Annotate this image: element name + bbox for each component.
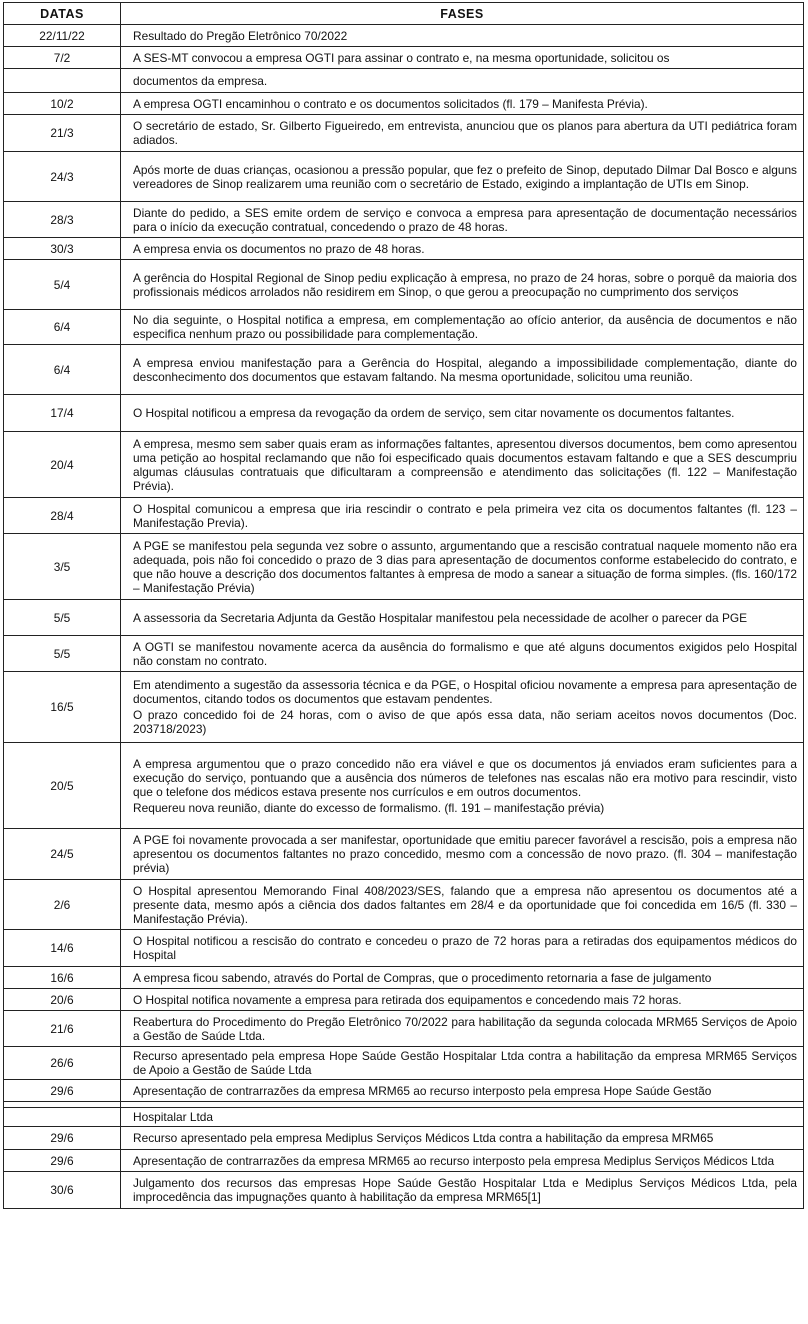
phase-text: No dia seguinte, o Hospital notifica a empresa, em complementação ao ofício anterior, da ausência de documentos e não especifica nenhum prazo ou possibilidade para complementação. xyxy=(133,313,797,341)
row-phase xyxy=(121,115,804,152)
row-date: 16/6 xyxy=(4,967,121,989)
phase-text: documentos da empresa. xyxy=(133,73,268,88)
table-row xyxy=(4,260,804,310)
timeline-table xyxy=(3,2,804,1209)
table-row xyxy=(4,152,804,202)
row-phase xyxy=(121,345,804,395)
table-row xyxy=(4,238,804,260)
table-row xyxy=(4,115,804,152)
phase-text: A empresa argumentou que o prazo concedido não era viável e que os documentos já enviados eram suficientes para a execução do serviço, pontuando que a ausência dos números de telefones nas escalas não era motivo para rescindir, visto que o telefone dos médicos estava presente nos currículos e em outros documentos. xyxy=(133,756,797,799)
row-date: 30/3 xyxy=(4,238,121,260)
phase-text: O Hospital notifica novamente a empresa para retirada dos equipamentos e concedendo mais 72 horas. xyxy=(133,992,682,1007)
row-date: 24/5 xyxy=(4,829,121,880)
row-date: 29/6 xyxy=(4,1150,121,1172)
table-row xyxy=(4,1047,804,1080)
row-phase xyxy=(121,989,804,1011)
phase-text: Hospitalar Ltda xyxy=(133,1110,213,1124)
row-date: 29/6 xyxy=(4,1080,121,1102)
row-date: 16/5 xyxy=(4,672,121,743)
row-phase xyxy=(121,69,804,93)
table-row xyxy=(4,967,804,989)
phase-text-continuation: O prazo concedido foi de 24 horas, com o aviso de que após essa data, não seriam aceitos novos documentos (Doc. 203718/2023) xyxy=(133,708,797,736)
row-phase xyxy=(121,395,804,432)
phase-text: A assessoria da Secretaria Adjunta da Gestão Hospitalar manifestou pela necessidade de acolher o parecer da PGE xyxy=(133,610,748,625)
header-fases: FASES xyxy=(121,3,804,25)
row-date: 20/4 xyxy=(4,432,121,498)
table-row xyxy=(4,1150,804,1172)
row-date: 2/6 xyxy=(4,880,121,930)
phase-text-continuation: Requereu nova reunião, diante do excesso de formalismo. (fl. 191 – manifestação prévia) xyxy=(133,800,605,815)
row-date: 30/6 xyxy=(4,1172,121,1209)
row-date xyxy=(4,1108,121,1127)
row-phase xyxy=(121,1150,804,1172)
row-date: 6/4 xyxy=(4,310,121,345)
row-phase xyxy=(121,743,804,829)
table-row xyxy=(4,1172,804,1209)
row-phase xyxy=(121,432,804,498)
table-row xyxy=(4,829,804,880)
row-date: 29/6 xyxy=(4,1127,121,1150)
timeline-body xyxy=(4,25,804,1209)
row-date: 21/3 xyxy=(4,115,121,152)
table-row xyxy=(4,1127,804,1150)
table-row xyxy=(4,880,804,930)
phase-text: O Hospital apresentou Memorando Final 408/2023/SES, falando que a empresa não apresentou os documentos até a presente data, mesmo após a ciência dos dados faltantes em 28/4 e da oportunidade que foi concedida em 16/5 (fl. 330 – Manifestação Prévia). xyxy=(133,883,797,926)
phase-text: Reabertura do Procedimento do Pregão Eletrônico 70/2022 para habilitação da segunda colocada MRM65 Serviços de Apoio a Gestão de Saúde Ltda. xyxy=(133,1014,797,1043)
phase-text: Recurso apresentado pela empresa Mediplus Serviços Médicos Ltda contra a habilitação da empresa MRM65 xyxy=(133,1131,714,1145)
row-phase xyxy=(121,1108,804,1127)
row-date: 5/4 xyxy=(4,260,121,310)
table-row xyxy=(4,672,804,743)
phase-text: A empresa ficou sabendo, através do Portal de Compras, que o procedimento retornaria a fase de julgamento xyxy=(133,970,712,985)
table-row xyxy=(4,432,804,498)
table-row xyxy=(4,636,804,672)
row-date: 22/11/22 xyxy=(4,25,121,47)
table-row xyxy=(4,93,804,115)
row-date: 7/2 xyxy=(4,47,121,69)
row-phase xyxy=(121,1011,804,1047)
row-phase xyxy=(121,498,804,534)
table-row xyxy=(4,930,804,967)
row-date: 5/5 xyxy=(4,636,121,672)
phase-text: Após morte de duas crianças, ocasionou a pressão popular, que fez o prefeito de Sinop, deputado Dilmar Dal Bosco e alguns vereadores de Sinop realizarem uma reunião com o secretário de Estado, exigindo a implantação de UTIs em Sinop. xyxy=(133,162,797,191)
phase-text: A SES-MT convocou a empresa OGTI para assinar o contrato e, na mesma oportunidade, solicitou os xyxy=(133,50,670,65)
phase-text: O Hospital comunicou a empresa que iria rescindir o contrato e pela primeira vez cita os documentos faltantes (fl. 123 – Manifestação Previa). xyxy=(133,501,797,530)
row-phase xyxy=(121,152,804,202)
row-phase xyxy=(121,600,804,636)
table-row xyxy=(4,498,804,534)
phase-text: Apresentação de contrarrazões da empresa MRM65 ao recurso interposto pela empresa Hope Saúde Gestão xyxy=(133,1083,712,1098)
phase-text: Julgamento dos recursos das empresas Hope Saúde Gestão Hospitalar Ltda e Mediplus Serviços Médicos Ltda, pela improcedência das impugnações quanto à habilitação da empresa MRM65[1] xyxy=(133,1176,797,1204)
row-phase xyxy=(121,1172,804,1209)
row-date: 21/6 xyxy=(4,1011,121,1047)
row-date: 20/5 xyxy=(4,743,121,829)
table-row xyxy=(4,1080,804,1102)
phase-text: O Hospital notificou a rescisão do contrato e concedeu o prazo de 72 horas para a retiradas dos equipamentos médicos do Hospital xyxy=(133,934,797,962)
row-phase xyxy=(121,636,804,672)
header-datas: DATAS xyxy=(4,3,121,25)
phase-text: A empresa enviou manifestação para a Gerência do Hospital, alegando a impossibilidade complementação, diante do desconhecimento dos documentos que estavam faltando. Na mesma oportunidade, solicitou uma reunião. xyxy=(133,355,797,384)
table-row xyxy=(4,743,804,829)
row-date: 5/5 xyxy=(4,600,121,636)
row-phase xyxy=(121,260,804,310)
row-date: 6/4 xyxy=(4,345,121,395)
row-date: 10/2 xyxy=(4,93,121,115)
phase-text: O Hospital notificou a empresa da revogação da ordem de serviço, sem citar novamente os documentos faltantes. xyxy=(133,406,735,420)
phase-text: A OGTI se manifestou novamente acerca da ausência do formalismo e que até alguns documentos exigidos pelo Hospital não constam no contrato. xyxy=(133,639,797,668)
row-date: 26/6 xyxy=(4,1047,121,1080)
table-row xyxy=(4,47,804,69)
row-phase xyxy=(121,238,804,260)
table-row xyxy=(4,25,804,47)
phase-text: Recurso apresentado pela empresa Hope Saúde Gestão Hospitalar Ltda contra a habilitação da empresa MRM65 Serviços de Apoio a Gestão de Saúde Ltda xyxy=(133,1049,797,1077)
phase-text: A PGE se manifestou pela segunda vez sobre o assunto, argumentando que a rescisão contratual naquele momento não era adequada, pois não foi concedido o prazo de 3 dias para apresentação de documentos conforme estabelecido do contrato, e que não houve a descrição dos documentos faltantes à empresa de modo a sanear a situação de forma simples. (fls. 160/172 – Manifestação Prévia) xyxy=(133,538,797,595)
phase-text: O secretário de estado, Sr. Gilberto Figueiredo, em entrevista, anunciou que os planos para abertura da UTI pediátrica foram adiados. xyxy=(133,119,797,147)
row-phase xyxy=(121,880,804,930)
row-date: 14/6 xyxy=(4,930,121,967)
row-phase xyxy=(121,1080,804,1102)
table-row xyxy=(4,310,804,345)
row-phase xyxy=(121,47,804,69)
row-date xyxy=(4,69,121,93)
table-row xyxy=(4,1011,804,1047)
table-row xyxy=(4,202,804,238)
phase-text: Em atendimento a sugestão da assessoria técnica e da PGE, o Hospital oficiou novamente a empresa para apresentação de documentos, citando todos os documentos que estavam pendentes. xyxy=(133,678,797,706)
phase-text: A PGE foi novamente provocada a ser manifestar, oportunidade que emitiu parecer favorável a rescisão, pois a empresa não apresentou os documentos faltantes no prazo concedido, mesmo com a concessão de novo prazo. (fl. 304 – manifestação prévia) xyxy=(133,833,797,875)
row-phase xyxy=(121,829,804,880)
table-row xyxy=(4,69,804,93)
table-row xyxy=(4,600,804,636)
row-phase xyxy=(121,672,804,743)
phase-text: Apresentação de contrarrazões da empresa MRM65 ao recurso interposto pela empresa Mediplus Serviços Médicos Ltda xyxy=(133,1153,775,1168)
row-date: 28/3 xyxy=(4,202,121,238)
row-phase xyxy=(121,967,804,989)
phase-text: A empresa envia os documentos no prazo de 48 horas. xyxy=(133,241,425,256)
phase-text: Resultado do Pregão Eletrônico 70/2022 xyxy=(133,28,348,43)
row-phase xyxy=(121,25,804,47)
table-row xyxy=(4,534,804,600)
row-phase xyxy=(121,1127,804,1150)
phase-text: A empresa, mesmo sem saber quais eram as informações faltantes, apresentou diversos documentos, bem como apresentou uma petição ao hospital reclamando que não foi especificado quais documentos estavam faltando e que a SES descumpriu algumas cláusulas contratuais que dificultaram a compreensão e atendimento das solicitações (fl. 122 – Manifestação Prévia). xyxy=(133,436,797,493)
row-phase xyxy=(121,534,804,600)
row-phase xyxy=(121,310,804,345)
phase-text: Diante do pedido, a SES emite ordem de serviço e convoca a empresa para apresentação de documentação necessários para o início da execução contratual, concedendo o prazo de 48 horas. xyxy=(133,205,797,234)
row-phase xyxy=(121,93,804,115)
row-phase xyxy=(121,930,804,967)
table-row xyxy=(4,989,804,1011)
phase-text: A gerência do Hospital Regional de Sinop pediu explicação à empresa, no prazo de 24 horas, sobre o porquê da maioria dos profissionais médicos arrolados não residirem em Sinop, o que gerou a preocupação no cumprimento dos serviços xyxy=(133,270,797,299)
row-date: 20/6 xyxy=(4,989,121,1011)
row-date: 3/5 xyxy=(4,534,121,600)
header-row xyxy=(4,3,804,25)
table-row xyxy=(4,395,804,432)
row-date: 28/4 xyxy=(4,498,121,534)
row-phase xyxy=(121,202,804,238)
phase-text: A empresa OGTI encaminhou o contrato e os documentos solicitados (fl. 179 – Manifesta Prévia). xyxy=(133,96,648,111)
table-row xyxy=(4,345,804,395)
row-phase xyxy=(121,1047,804,1080)
table-row xyxy=(4,1108,804,1127)
row-date: 17/4 xyxy=(4,395,121,432)
row-date: 24/3 xyxy=(4,152,121,202)
